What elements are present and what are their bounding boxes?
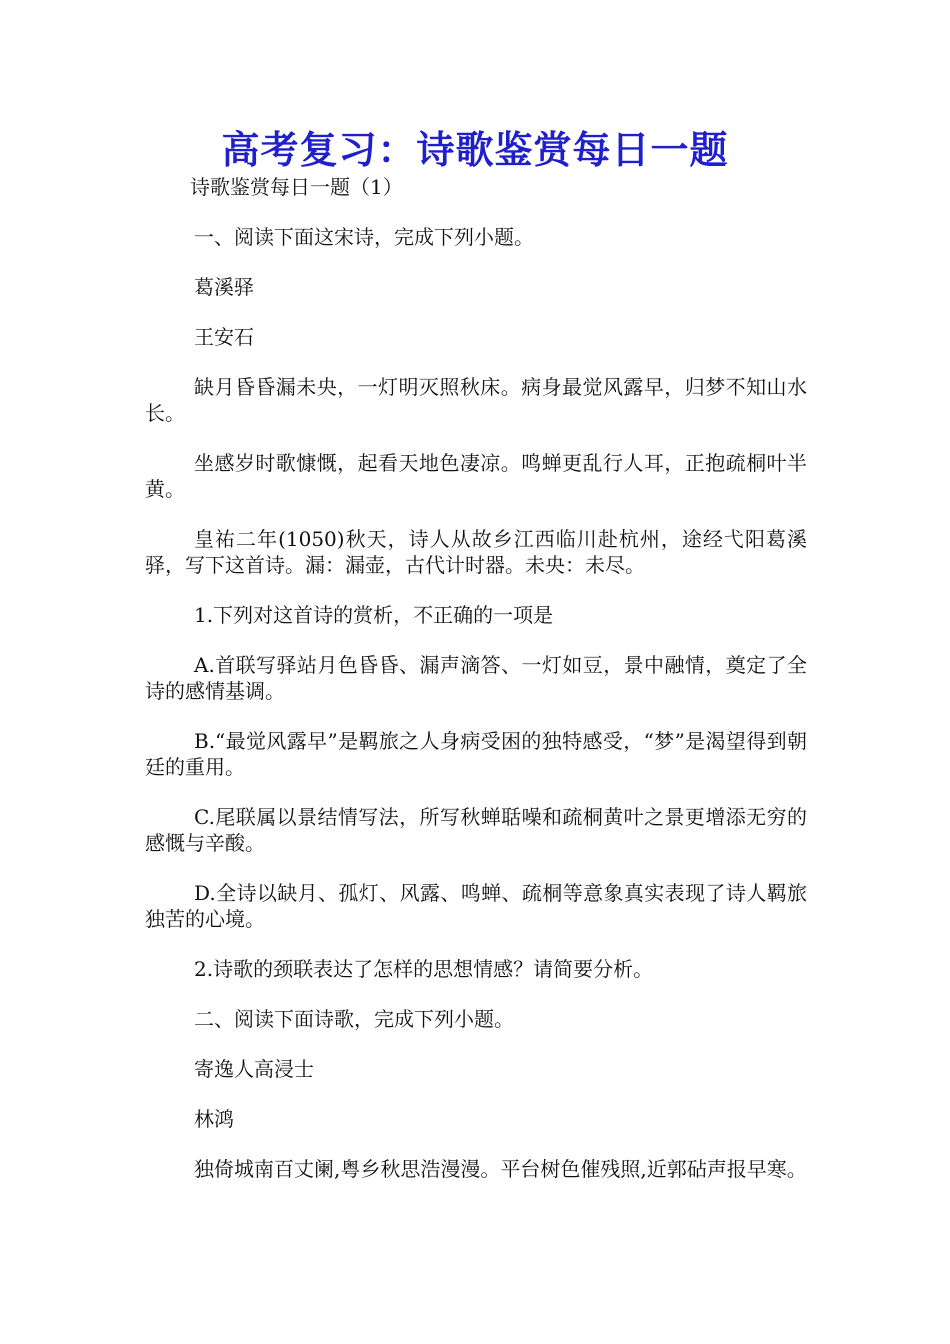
poem-author: 林鸿 <box>194 1107 234 1131</box>
poem-stanza: 缺月昏昏漏未央，一灯明灭照秋床。病身最觉风露早，归梦不知山水长。 <box>145 375 807 425</box>
document-body <box>145 224 807 1206</box>
section-two-instruction: 二、阅读下面诗歌，完成下列小题。 <box>194 1007 514 1031</box>
document-title: 高考复习：诗歌鉴赏每日一题 <box>221 127 729 172</box>
poem-stanza: 坐感岁时歌慷慨，起看天地色凄凉。鸣蝉更乱行人耳，正抱疏桐叶半黄。 <box>145 451 807 501</box>
document-subtitle: 诗歌鉴赏每日一题（1） <box>190 175 403 199</box>
poem-author: 王安石 <box>194 325 254 349</box>
poem-note: 皇祐二年(1050)秋天，诗人从故乡江西临川赴杭州，途经弋阳葛溪驿，写下这首诗。漏：漏壶，古代计时器。未央：未尽。 <box>145 527 807 577</box>
poem-title: 寄逸人高浸士 <box>194 1057 314 1081</box>
poem-stanza: 独倚城南百丈阑,粤乡秋思浩漫漫。平台树色催残照,近郭砧声报早寒。 <box>194 1157 807 1181</box>
option-a: A.首联写驿站月色昏昏、漏声滴答、一灯如豆，景中融情，奠定了全诗的感情基调。 <box>145 653 807 703</box>
poem-title: 葛溪驿 <box>194 275 254 299</box>
question-2: 2.诗歌的颈联表达了怎样的思想情感？请简要分析。 <box>194 957 654 981</box>
option-b: B.“最觉风露早”是羁旅之人身病受困的独特感受，“梦”是渴望得到朝廷的重用。 <box>145 729 807 779</box>
option-d: D.全诗以缺月、孤灯、风露、鸣蝉、疏桐等意象真实表现了诗人羁旅独苦的心境。 <box>145 881 807 931</box>
option-c: C.尾联属以景结情写法，所写秋蝉聒噪和疏桐黄叶之景更增添无穷的感慨与辛酸。 <box>145 805 807 855</box>
section-one-instruction: 一、阅读下面这宋诗，完成下列小题。 <box>194 225 534 249</box>
question-1: 1.下列对这首诗的赏析，不正确的一项是 <box>194 603 554 627</box>
